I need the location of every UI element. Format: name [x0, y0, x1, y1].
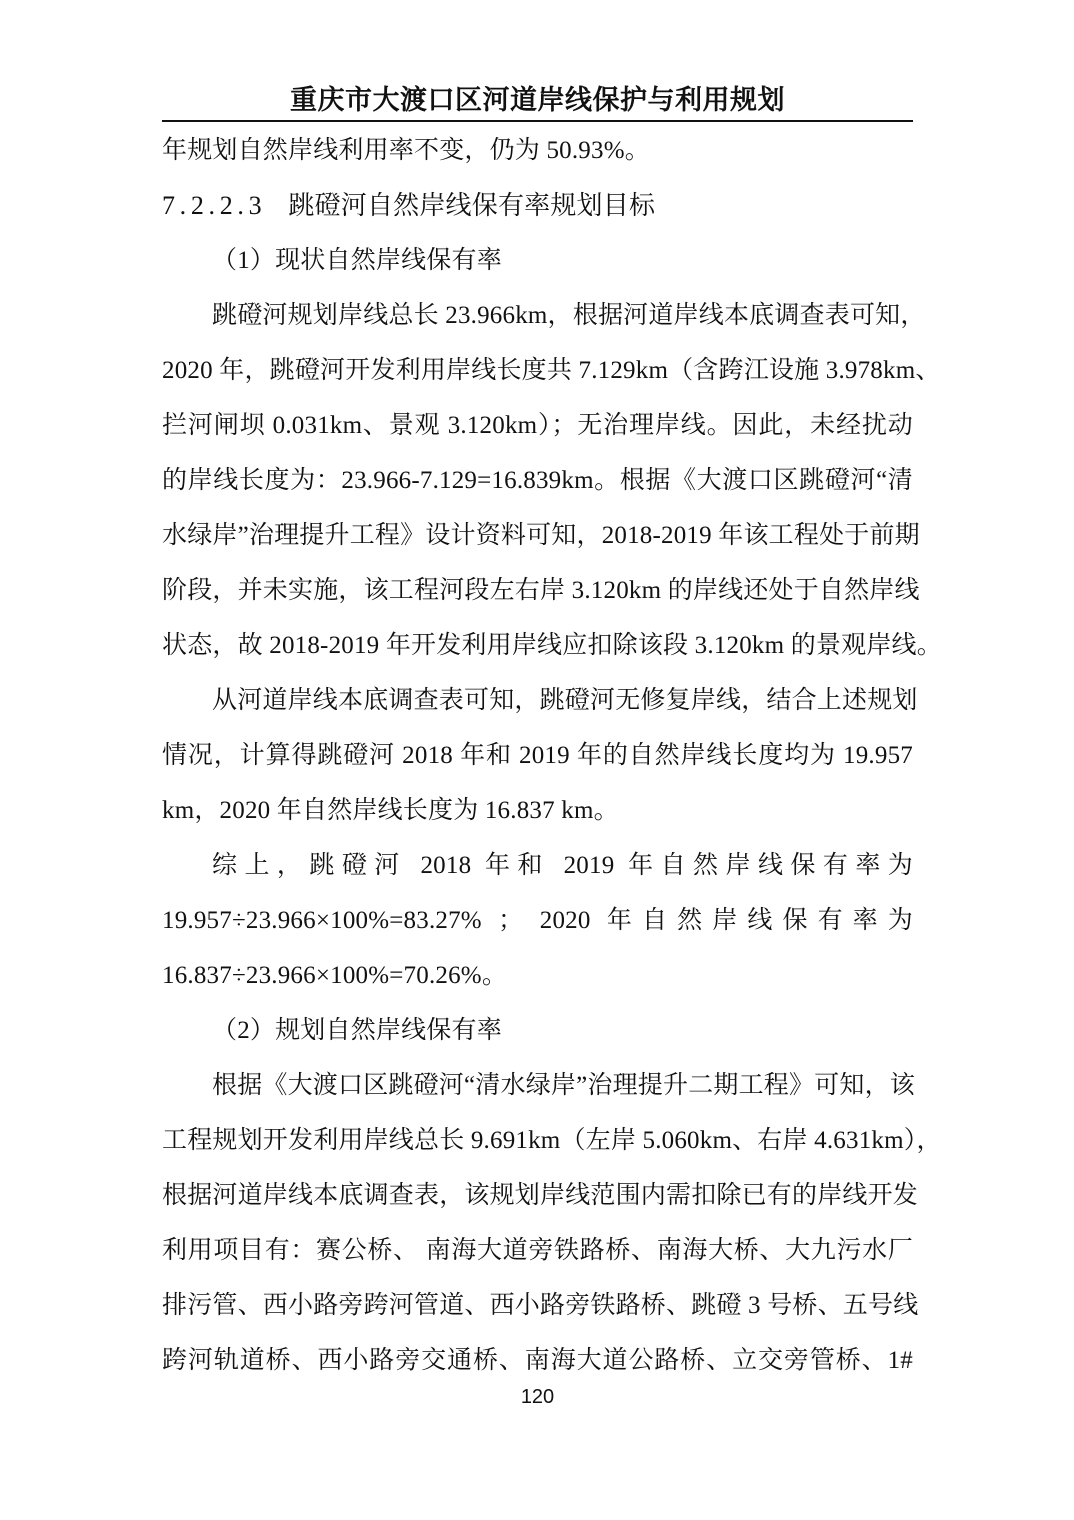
para3-line: 16.837÷23.966×100%=70.26%。 [162, 962, 508, 989]
para4-line: 工程规划开发利用岸线总长 9.691km（左岸 5.060km、右岸 4.631km）， [162, 1127, 942, 1154]
para4-line: 利用项目有：赛公桥、 南海大道旁铁路桥、南海大桥、大九污水厂 [162, 1237, 913, 1264]
para1-line: 的岸线长度为：23.966-7.129=16.839km。根据《大渡口区跳磴河“清 [162, 467, 913, 494]
page-header [162, 0, 913, 122]
section-heading-number: 7.2.2.3 [162, 191, 267, 220]
page-number: 120 [520, 1386, 555, 1408]
page-body [162, 123, 942, 1388]
para3-line: 综上，跳磴河 2018 年和 2019 年自然岸线保有率为 [212, 852, 913, 879]
para2-line: 从河道岸线本底调查表可知，跳磴河无修复岸线，结合上述规划 [212, 687, 918, 714]
para4-line: 排污管、西小路旁跨河管道、西小路旁铁路桥、跳磴 3 号桥、五号线 [162, 1292, 919, 1319]
para4-line: 跨河轨道桥、西小路旁交通桥、南海大道公路桥、立交旁管桥、1# [162, 1347, 913, 1374]
para1-line: 跳磴河规划岸线总长 23.966km，根据河道岸线本底调查表可知， [212, 302, 926, 329]
para3-line: 19.957÷23.966×100%=83.27% ； 2020 年自然岸线保有率为 [162, 907, 913, 934]
para1-line: 阶段，并未实施，该工程河段左右岸 3.120km 的岸线还处于自然岸线 [162, 577, 920, 604]
para2-line: km，2020 年自然岸线长度为 16.837 km。 [162, 797, 619, 824]
para2-line: 情况，计算得跳磴河 2018 年和 2019 年的自然岸线长度均为 19.957 [162, 742, 913, 769]
para4-line: 根据河道岸线本底调查表，该规划岸线范围内需扣除已有的岸线开发 [162, 1182, 919, 1209]
subheading-2: （2）规划自然岸线保有率 [212, 1017, 502, 1044]
document-title: 重庆市大渡口区河道岸线保护与利用规划 [290, 85, 785, 115]
body-line-continued: 年规划自然岸线利用率不变，仍为 50.93%。 [162, 137, 650, 164]
para4-line: 根据《大渡口区跳磴河“清水绿岸”治理提升二期工程》可知，该 [212, 1072, 915, 1099]
para1-line: 2020 年，跳磴河开发利用岸线长度共 7.129km（含跨江设施 3.978km、 [162, 357, 941, 384]
section-heading [162, 178, 913, 233]
para1-line: 拦河闸坝 0.031km、景观 3.120km）；无治理岸线。因此，未经扰动 [162, 412, 913, 439]
para1-line: 水绿岸”治理提升工程》设计资料可知，2018-2019 年该工程处于前期 [162, 522, 920, 549]
section-heading-title: 跳磴河自然岸线保有率规划目标 [288, 191, 656, 220]
para1-line: 状态，故 2018-2019 年开发利用岸线应扣除该段 3.120km 的景观岸线。 [162, 632, 942, 659]
subheading-1: （1）现状自然岸线保有率 [212, 247, 502, 274]
